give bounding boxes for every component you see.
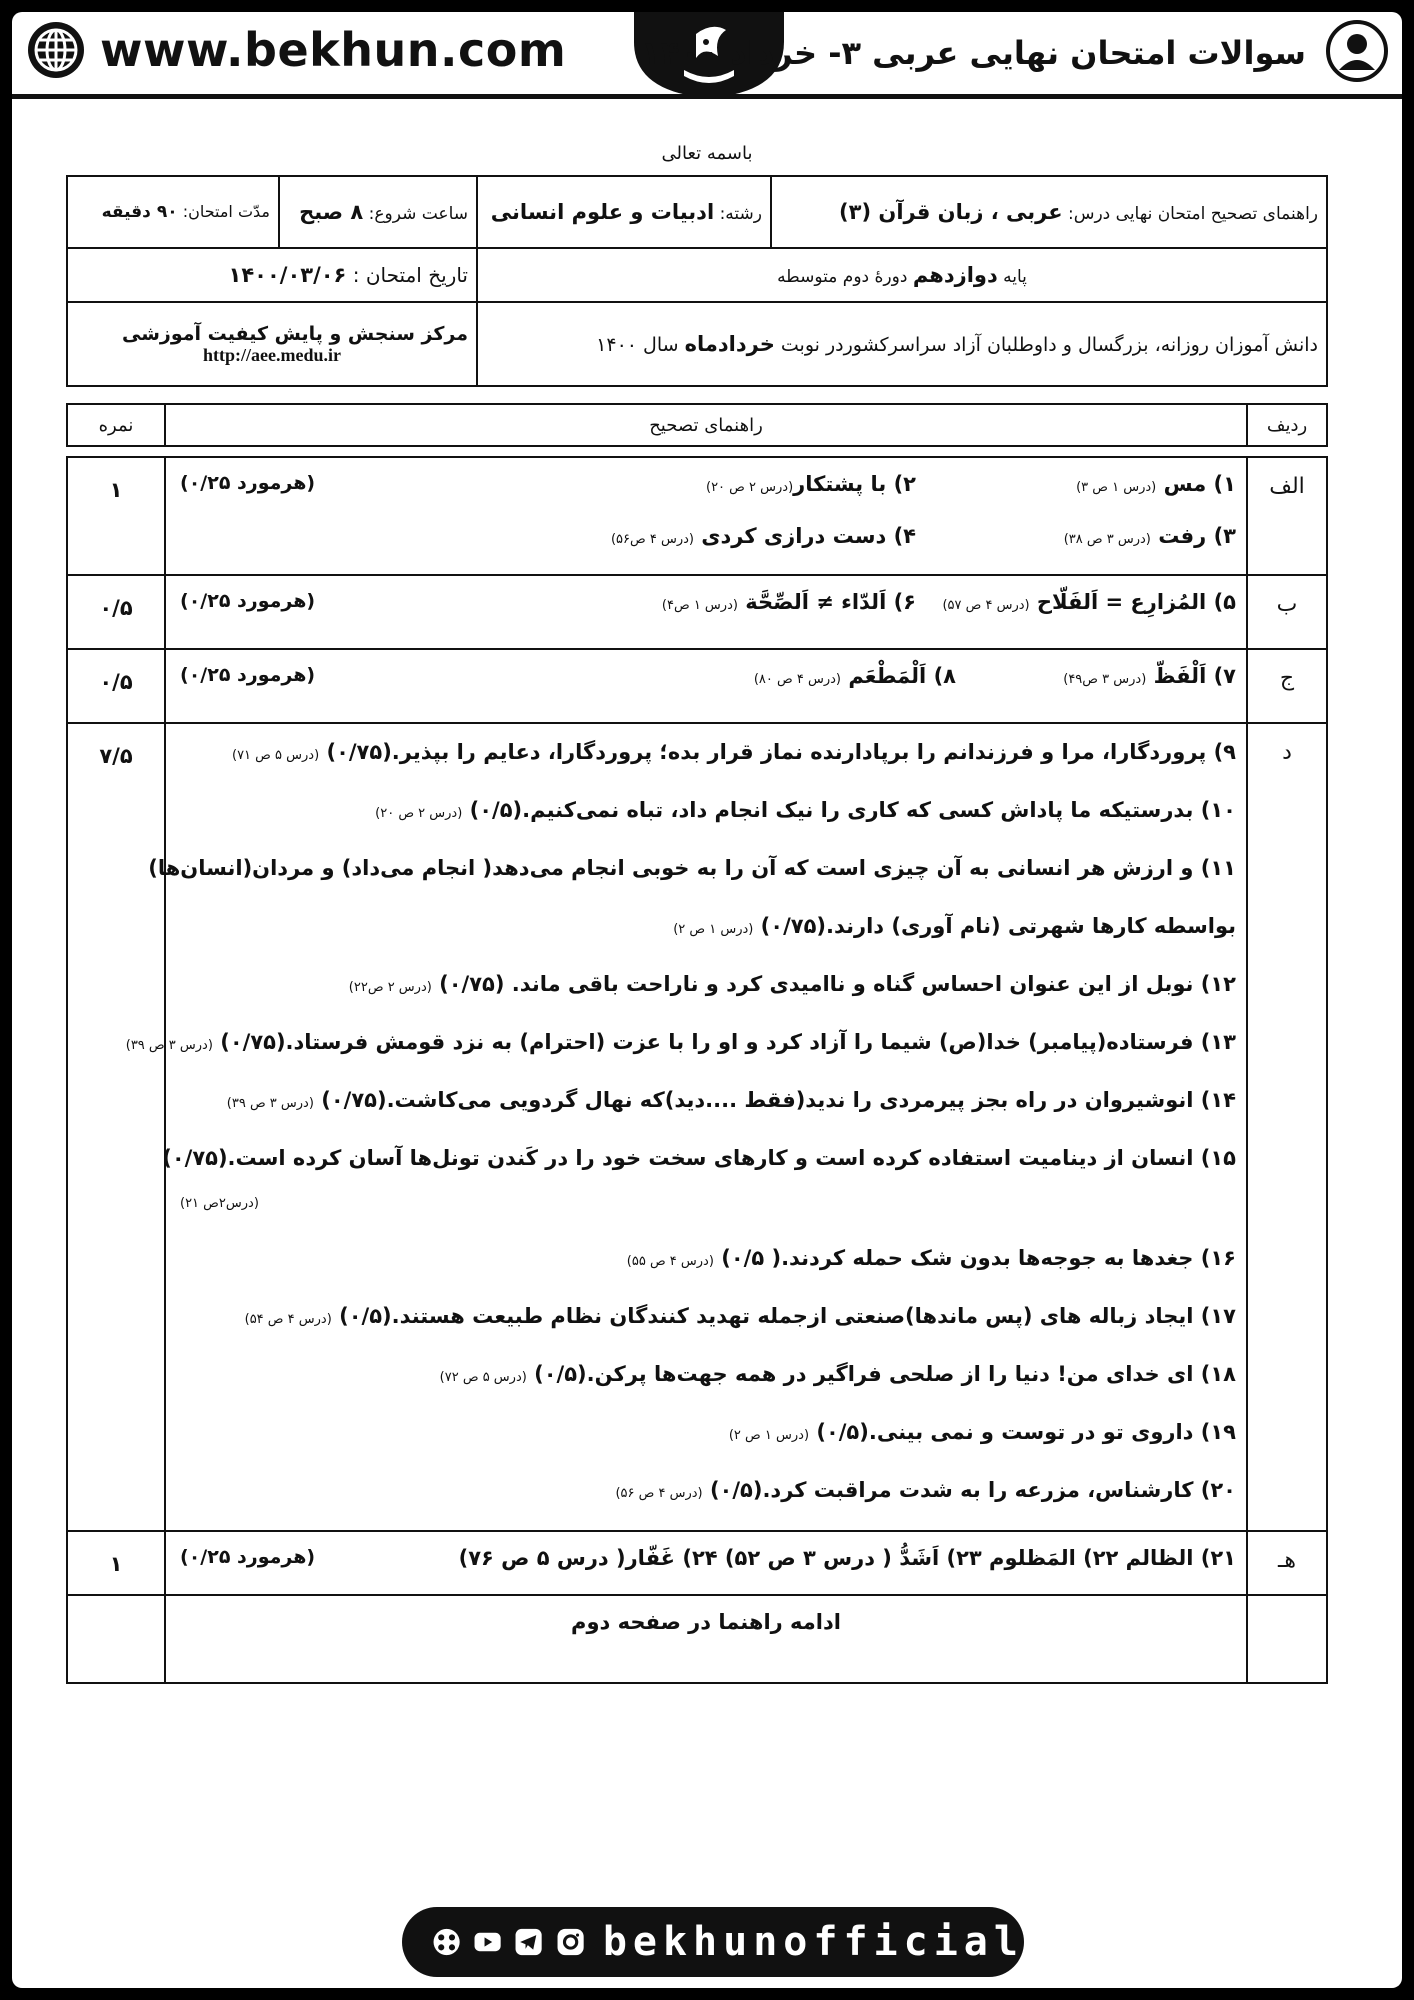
table-row (67, 1531, 1327, 1595)
instagram-icon[interactable] (556, 1923, 585, 1961)
answer-cell: ۷) اَلْفَظّ (درس ۳ ص۴۹) ۸) اَلْمَطْعَم (درس ۴ ص ۸۰) (هرمورد ۰/۲۵) (165, 649, 1247, 723)
per-item-score: (هرمورد ۰/۲۵) (180, 664, 316, 686)
grade-value: دوازدهم (912, 263, 998, 287)
guide-column-header: راهنمای تصحیح (165, 404, 1247, 446)
per-item-score: (هرمورد ۰/۲۵) (180, 1546, 316, 1568)
exam-info-table (66, 175, 1328, 387)
site-url[interactable]: www.bekhun.com (100, 23, 567, 77)
site-link[interactable] (26, 20, 566, 80)
center-url[interactable]: http://aee.medu.ir (203, 344, 341, 365)
field-cell: رشته: ادبیات و علوم انسانی (477, 176, 771, 248)
continue-note: ادامه راهنما در صفحه دوم (571, 1610, 841, 1634)
exam-date-cell: تاریخ امتحان : ۱۴۰۰/۰۳/۰۶ (67, 248, 477, 302)
start-time-cell: ساعت شروع: ۸ صبح (279, 176, 477, 248)
answer-cell: ۲۱) الظالم ۲۲) المَظلوم ۲۳) اَشَدُّ ( درس ۳ ص ۵۲) ۲۴) غَفّار( درس ۵ ص ۷۶) (هرمورد ۰/۲۵) (165, 1531, 1247, 1595)
row-score: ۰/۵ (67, 575, 165, 649)
user-icon[interactable] (1326, 20, 1388, 82)
start-time-value: ۸ صبح (299, 200, 364, 224)
answer-cell: ۵) المُزارِع = اَلفَلّاح (درس ۴ ص ۵۷) ۶) اَلدّاء ≠ اَلصِّحَّة (درس ۱ ص۴) (هرمورد ۰/۲۵) (165, 575, 1247, 649)
header-bar (12, 12, 1402, 92)
row-score: ۷/۵ (67, 723, 165, 1531)
telegram-icon[interactable] (514, 1923, 543, 1961)
center-name: مرکز سنجش و پایش کیفیت آموزشی (122, 322, 468, 345)
social-handle[interactable]: bekhunofficial (602, 1919, 1024, 1965)
per-item-score: (هرمورد ۰/۲۵) (180, 590, 316, 612)
students-cell: دانش آموزان روزانه، بزرگسال و داوطلبان آزاد سراسرکشوردر نوبت خردادماه سال ۱۴۰۰ (477, 302, 1327, 386)
bismillah: باسمه تعالی (661, 143, 753, 164)
exam-date-value: ۱۴۰۰/۰۳/۰۶ (228, 263, 347, 287)
grade-cell: پایه دوازدهم دورهٔ دوم متوسطه (477, 248, 1327, 302)
social-bar (402, 1907, 1024, 1977)
per-item-score: (هرمورد ۰/۲۵) (180, 472, 316, 494)
row-score: ۰/۵ (67, 649, 165, 723)
row-letter: ب (1247, 575, 1327, 649)
continue-note-cell (165, 1595, 1247, 1683)
exam-page (12, 12, 1402, 1988)
guide-header-table (66, 403, 1328, 447)
exam-title: سوالات امتحان نهایی عربی ۳- خرداد ۱۴۰۰ (641, 34, 1306, 72)
globe-icon (26, 20, 86, 80)
answer-cell: ۱) مس (درس ۱ ص ۳) ۲) با پشتکار(درس ۲ ص ۲۰) (هرمورد ۰/۲۵) ۳) رفت (درس ۳ ص ۳۸) ۴) دست درازی کردی (درس ۴ ص۵۶) (165, 457, 1247, 575)
duration-cell: مدّت امتحان: ۹۰ دقیقه (67, 176, 279, 248)
course-cell: راهنمای تصحیح امتحان نهایی درس: عربی ، زبان قرآن (۳) (771, 176, 1327, 248)
row-score: ۱ (67, 457, 165, 575)
row-score: ۱ (67, 1531, 165, 1595)
table-row (67, 575, 1327, 649)
table-row (67, 1595, 1327, 1683)
answers-table (66, 456, 1328, 1684)
score-column-header: نمره (67, 404, 165, 446)
answer-cell: ۹) پروردگارا، مرا و فرزندانم را برپادارنده نماز قرار بده؛ پروردگارا، دعایم را بپذیر.(۰/۷۵) (درس ۵ ص ۷۱) ۱۰) بدرستیکه ما پاداش کسی که کاری را نیک انجام داد، تباه نمی‌کنیم.(۰/۵) (درس ۲ ص ۲۰) ۱۱) و ارزش هر انسانی به آن چیزی است که آن را به خوبی انجام می‌دهد( انجام می‌داد) و مردان(انسان‌ها) بواسطه کارها شهرتی (نام آوری) دارند.(۰/۷۵) (درس ۱ ص ۲) ۱۲) نوبل از این عنوان احساس گناه و ناامیدی کرد و ناراحت باقی ماند. (۰/۷۵) (درس ۲ ص۲۲) ۱۳) فرستاده(پیامبر) خدا(ص) شیما را آزاد کرد و او را با عزت (احترام) به نزد قومش فرستاد.(۰/۷۵) (درس ۳ ص ۳۹) ۱۴) انوشیروان در راه بجز پیرمردی را ندید(فقط ....دید)که نهال گردویی می‌کاشت.(۰/۷۵) (درس ۳ ص ۳۹) ۱۵) انسان از دینامیت استفاده کرده است و کارهای سخت خود را در کَندن تونل‌ها آسان کرده است.(۰/۷۵) (درس۲ص ۲۱) ۱۶) جغدها به جوجه‌ها بدون شک حمله کردند.( ۰/۵) (درس ۴ ص ۵۵) ۱۷) ایجاد زباله های (پس ماندها)صنعتی ازجمله تهدید کنندگان نظام طبیعت هستند.(۰/۵) (درس ۴ ص ۵۴) ۱۸) ای خدای من! دنیا را از صلحی فراگیر در همه جهت‌ها پرکن.(۰/۵) (درس ۵ ص ۷۲) ۱۹) داروی تو در توست و نمی بینی.(۰/۵) (درس ۱ ص ۲) ۲۰) کارشناس، مزرعه را به شدت مراقبت کرد.(۰/۵) (درس ۴ ص ۵۶) (165, 723, 1247, 1531)
exam-month: خردادماه (684, 332, 775, 356)
table-row (67, 649, 1327, 723)
table-row (67, 457, 1327, 575)
row-column-header: ردیف (1247, 404, 1327, 446)
duration-value: ۹۰ دقیقه (101, 202, 178, 222)
center-cell (67, 302, 477, 386)
row-letter: ج (1247, 649, 1327, 723)
aparat-icon[interactable] (432, 1923, 461, 1961)
header-divider (12, 94, 1402, 99)
row-letter: د (1247, 723, 1327, 1531)
row-letter: الف (1247, 457, 1327, 575)
table-row (67, 723, 1327, 1531)
course-value: عربی ، زبان قرآن (۳) (839, 200, 1063, 224)
youtube-icon[interactable] (473, 1923, 502, 1961)
row-letter: هـ (1247, 1531, 1327, 1595)
field-value: ادبیات و علوم انسانی (490, 200, 715, 224)
